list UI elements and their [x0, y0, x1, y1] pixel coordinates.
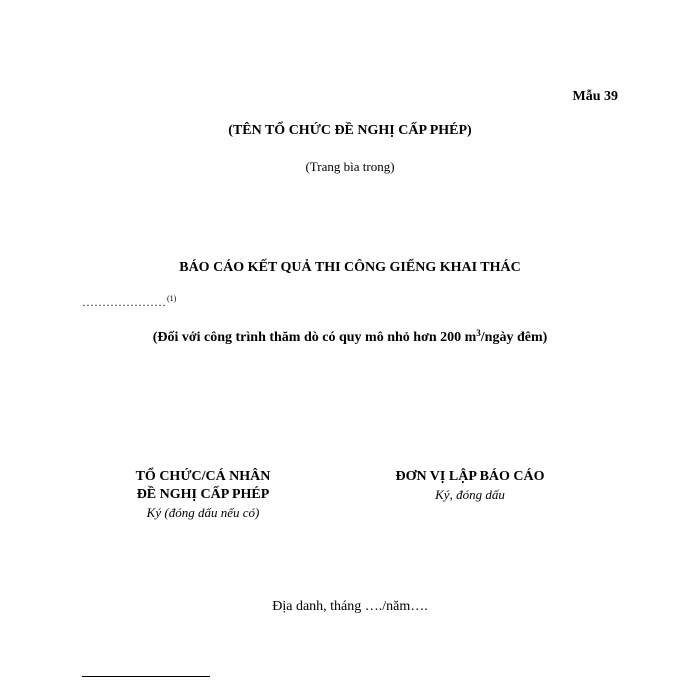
- reporter-title: ĐƠN VỊ LẬP BÁO CÁO: [395, 469, 545, 484]
- cover-page-note: (Trang bìa trong): [305, 159, 395, 174]
- applicability-superscript: 3: [476, 328, 481, 338]
- dotted-fill-dots: …………………: [82, 295, 166, 309]
- form-number: Mẫu 39: [572, 89, 618, 104]
- reporter-sign-note: Ký, đóng dấu: [435, 487, 505, 502]
- report-title: BÁO CÁO KẾT QUẢ THI CÔNG GIẾNG KHAI THÁC: [179, 260, 521, 275]
- signature-block-reporter: [370, 468, 570, 504]
- place-and-date: Địa danh, tháng …./năm….: [272, 599, 428, 614]
- applicant-sign-note: Ký (đóng dấu nếu có): [146, 505, 260, 520]
- applicability-text-after: /ngày đêm): [480, 330, 548, 345]
- applicability-text-before: (Đối với công trình thăm dò có quy mô nhỏ hơn 200 m: [152, 330, 477, 345]
- dotted-fill-line: [82, 294, 176, 310]
- signature-block-applicant: [100, 468, 306, 522]
- footnote-separator: [82, 676, 210, 677]
- applicant-title-line2: ĐỀ NGHỊ CẤP PHÉP: [136, 487, 270, 502]
- organization-name: (TÊN TỔ CHỨC ĐỀ NGHỊ CẤP PHÉP): [228, 123, 472, 138]
- applicability-note: [0, 328, 700, 346]
- footnote-reference: (1): [167, 294, 177, 303]
- applicant-title-line1: TỔ CHỨC/CÁ NHÂN: [135, 469, 271, 484]
